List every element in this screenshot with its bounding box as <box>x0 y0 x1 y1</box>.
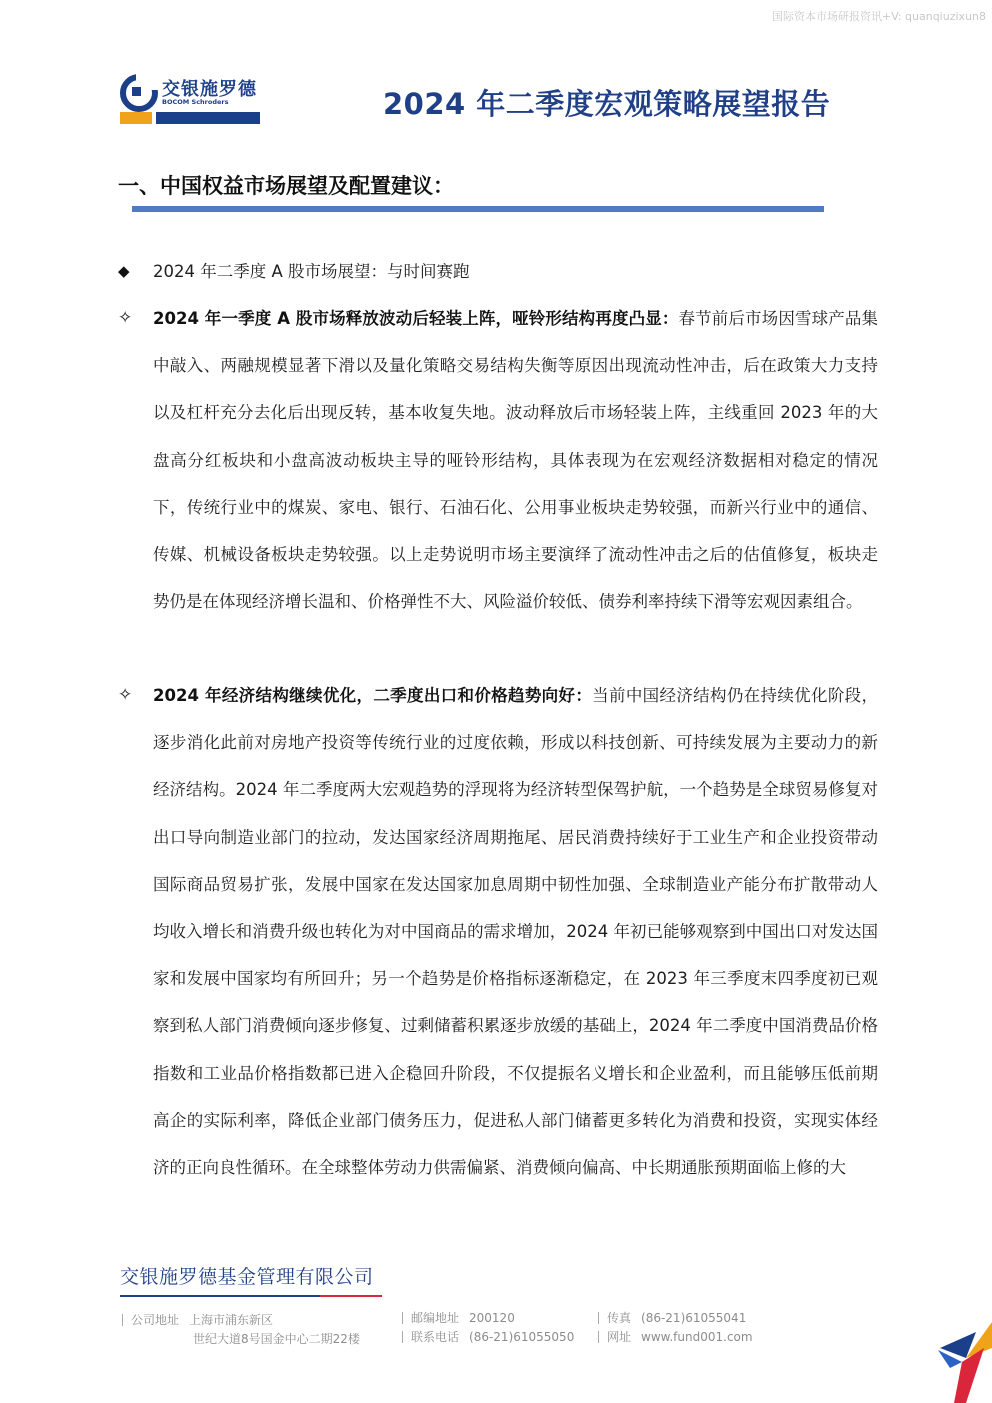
company-logo <box>120 72 262 126</box>
address-line1: 上海市浦东新区 <box>189 1313 274 1327</box>
bocom-logo-icon <box>120 74 158 112</box>
paragraph-q1-review <box>118 295 878 625</box>
fax-value: (86-21)61055041 <box>641 1311 747 1325</box>
document-title: 2024 年二季度宏观策略展望报告 <box>383 87 831 121</box>
footer-divider-accent <box>320 1295 382 1297</box>
paragraph-lead: 2024 年经济结构继续优化，二季度出口和价格趋势向好： <box>153 686 593 705</box>
paragraph-text: 春节前后市场因雪球产品集中敲入、两融规模显著下滑以及量化策略交易结构失衡等原因出现流动性冲击，后在政策大力支持以及杠杆充分去化后出现反转，基本收复失地。波动释放后市场轻装上阵，主线重回 2023 年的大盘高分红板块和小盘高波动板块主导的哑铃形结构，具体表现为在宏观经济数据相对稳定的情况下，传统行业中的煤炭、家电、银行、石油石化、公用事业板块走势较强，而新兴行业中的通信、传媒、机械设备板块走势较强。以上走势说明市场主要演绎了流动性冲击之后的估值修复，板块走势仍是在体现经济增长温和、价格弹性不大、风险溢价较低、债券利率持续下滑等宏观因素组合。 <box>153 309 878 612</box>
open-star-bullet-icon: ✧ <box>118 685 133 705</box>
paragraph-text: 当前中国经济结构仍在持续优化阶段，逐步消化此前对房地产投资等传统行业的过度依赖，形成以科技创新、可持续发展为主要动力的新经济结构。2024 年二季度两大宏观趋势的浮现将为经济转型保驾护航，一个趋势是全球贸易修复对出口导向制造业部门的拉动，发达国家经济周期拖尾、居民消费持续好于工业生产和企业投资带动国际商品贸易扩张，发展中国家在发达国家加息周期中韧性加强、全球制造业产能分布扩散带动人均收入增长和消费升级也转化为对中国商品的需求增加，2024 年初已能够观察到中国出口对发达国家和发展中国家均有所回升；另一个趋势是价格指标逐渐稳定，在 2023 年三季度末四季度初已观察到私人部门消费倾向逐步修复、过剩储蓄积累逐步放缓的基础上，2024 年二季度中国消费品价格指数和工业品价格指数都已进入企稳回升阶段，不仅提振名义增长和企业盈利，而且能够压低前期高企的实际利率，降低企业部门债务压力，促进私人部门储蓄更多转化为消费和投资，实现实体经济的正向良性循环。在全球整体劳动力供需偏紧、消费倾向偏高、中长期通胀预期面临上修的大 <box>153 686 879 1178</box>
section-divider <box>132 206 824 212</box>
footer-address <box>122 1311 360 1349</box>
section-heading: 一、中国权益市场展望及配置建议： <box>118 174 454 198</box>
footer-company-name: 交银施罗德基金管理有限公司 <box>120 1266 374 1288</box>
footer-divider <box>120 1295 320 1297</box>
address-label: 公司地址 <box>122 1314 179 1326</box>
postcode-label: 邮编地址 <box>402 1312 459 1324</box>
paragraph-economic-structure <box>118 672 878 1191</box>
diamond-bullet-icon: ◆ <box>118 262 130 280</box>
paragraph-text: 2024 年二季度 A 股市场展望：与时间赛跑 <box>153 262 470 281</box>
logo-name-en: BOCOM Schroders <box>162 98 229 106</box>
footer-postcode-phone <box>402 1309 574 1347</box>
address-line2: 世纪大道8号国金中心二期22楼 <box>193 1332 360 1346</box>
web-value: www.fund001.com <box>641 1330 753 1344</box>
postcode-value: 200120 <box>469 1311 515 1325</box>
footer-fax-web <box>598 1309 753 1347</box>
paragraph-outlook <box>118 248 878 295</box>
web-label: 网址 <box>598 1331 631 1343</box>
open-star-bullet-icon: ✧ <box>118 308 133 328</box>
brand-ribbon-icon <box>936 1318 992 1403</box>
logo-name-cn: 交银施罗德 <box>162 79 257 100</box>
watermark-text: 国际资本市场研报资讯+V: quanqiuzixun8 <box>771 10 986 23</box>
fax-label: 传真 <box>598 1312 631 1324</box>
phone-value: (86-21)61055050 <box>469 1330 575 1344</box>
logo-color-bar <box>120 112 260 124</box>
paragraph-lead: 2024 年一季度 A 股市场释放波动后轻装上阵，哑铃形结构再度凸显： <box>153 309 679 328</box>
phone-label: 联系电话 <box>402 1331 459 1343</box>
